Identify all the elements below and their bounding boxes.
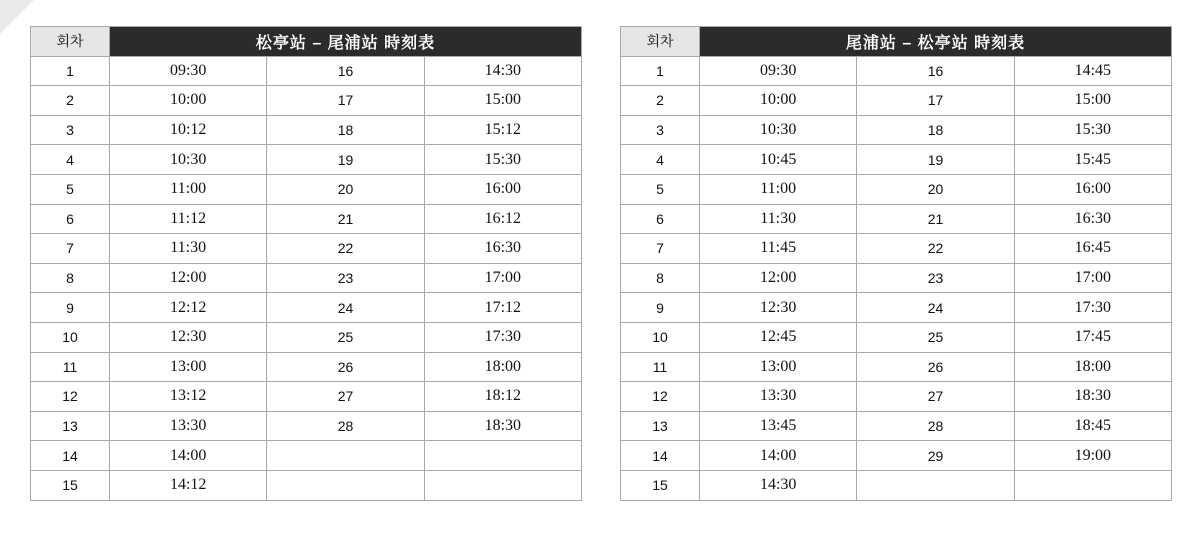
- departure-time: 16:30: [1014, 204, 1171, 234]
- departure-time: 12:12: [110, 293, 267, 323]
- round-number: 17: [267, 86, 424, 116]
- departure-time: 13:30: [110, 411, 267, 441]
- timetable-songjeong-to-mipo: [30, 26, 582, 501]
- empty-cell: [857, 470, 1014, 500]
- departure-time: 09:30: [700, 56, 857, 86]
- departure-time: 18:00: [424, 352, 581, 382]
- table-row: [31, 352, 582, 382]
- departure-time: 17:45: [1014, 322, 1171, 352]
- round-number: 5: [31, 174, 110, 204]
- departure-time: 16:12: [424, 204, 581, 234]
- round-number: 26: [267, 352, 424, 382]
- table-row: [31, 174, 582, 204]
- departure-time: 14:00: [700, 441, 857, 471]
- table-row: [31, 322, 582, 352]
- round-number: 1: [621, 56, 700, 86]
- departure-time: 17:12: [424, 293, 581, 323]
- table-header-row: [621, 27, 1172, 57]
- round-number: 6: [31, 204, 110, 234]
- round-number: 8: [621, 263, 700, 293]
- table-row: [621, 382, 1172, 412]
- departure-time: 10:12: [110, 115, 267, 145]
- table-row: [31, 145, 582, 175]
- departure-time: 14:30: [700, 470, 857, 500]
- table-row: [621, 56, 1172, 86]
- round-number: 25: [267, 322, 424, 352]
- round-number: 19: [857, 145, 1014, 175]
- round-number: 7: [31, 234, 110, 264]
- empty-cell: [424, 441, 581, 471]
- departure-time: 11:30: [700, 204, 857, 234]
- table-header-row: [31, 27, 582, 57]
- table-row: [31, 293, 582, 323]
- table-title: 尾浦站 – 松亭站 時刻表: [700, 27, 1172, 57]
- departure-time: 15:00: [1014, 86, 1171, 116]
- departure-time: 11:45: [700, 234, 857, 264]
- round-number: 18: [857, 115, 1014, 145]
- departure-time: 12:30: [110, 322, 267, 352]
- round-number: 3: [31, 115, 110, 145]
- departure-time: 14:00: [110, 441, 267, 471]
- table-row: [621, 174, 1172, 204]
- round-number: 4: [621, 145, 700, 175]
- round-number: 17: [857, 86, 1014, 116]
- departure-time: 09:30: [110, 56, 267, 86]
- round-number: 26: [857, 352, 1014, 382]
- round-number: 12: [621, 382, 700, 412]
- round-number: 13: [31, 411, 110, 441]
- departure-time: 13:00: [110, 352, 267, 382]
- round-number: 14: [31, 441, 110, 471]
- table-row: [31, 115, 582, 145]
- round-number: 23: [857, 263, 1014, 293]
- round-number: 18: [267, 115, 424, 145]
- round-number: 22: [267, 234, 424, 264]
- round-number: 2: [621, 86, 700, 116]
- departure-time: 12:00: [110, 263, 267, 293]
- departure-time: 18:45: [1014, 411, 1171, 441]
- table-row: [621, 263, 1172, 293]
- departure-time: 16:00: [424, 174, 581, 204]
- departure-time: 14:12: [110, 470, 267, 500]
- departure-time: 15:30: [1014, 115, 1171, 145]
- departure-time: 17:30: [1014, 293, 1171, 323]
- departure-time: 17:30: [424, 322, 581, 352]
- round-number: 10: [621, 322, 700, 352]
- empty-cell: [267, 441, 424, 471]
- table-row: [31, 382, 582, 412]
- empty-cell: [424, 470, 581, 500]
- table-row: [31, 86, 582, 116]
- round-number: 15: [31, 470, 110, 500]
- round-number: 27: [267, 382, 424, 412]
- departure-time: 16:30: [424, 234, 581, 264]
- round-number: 23: [267, 263, 424, 293]
- departure-time: 10:45: [700, 145, 857, 175]
- round-number: 29: [857, 441, 1014, 471]
- table-row: [621, 352, 1172, 382]
- header-cell-round-label: 회차: [31, 27, 110, 57]
- table-row: [621, 86, 1172, 116]
- table-row: [621, 322, 1172, 352]
- round-number: 12: [31, 382, 110, 412]
- round-number: 8: [31, 263, 110, 293]
- round-number: 10: [31, 322, 110, 352]
- departure-time: 11:30: [110, 234, 267, 264]
- round-number: 28: [267, 411, 424, 441]
- departure-time: 13:45: [700, 411, 857, 441]
- round-number: 22: [857, 234, 1014, 264]
- round-number: 16: [857, 56, 1014, 86]
- departure-time: 10:30: [110, 145, 267, 175]
- empty-cell: [1014, 470, 1171, 500]
- departure-time: 18:12: [424, 382, 581, 412]
- table-row: [31, 470, 582, 500]
- departure-time: 17:00: [1014, 263, 1171, 293]
- table-row: [621, 145, 1172, 175]
- departure-time: 14:45: [1014, 56, 1171, 86]
- table-row: [31, 441, 582, 471]
- departure-time: 15:30: [424, 145, 581, 175]
- departure-time: 14:30: [424, 56, 581, 86]
- table-row: [31, 234, 582, 264]
- round-number: 9: [621, 293, 700, 323]
- departure-time: 11:00: [110, 174, 267, 204]
- departure-time: 18:00: [1014, 352, 1171, 382]
- departure-time: 13:30: [700, 382, 857, 412]
- round-number: 20: [857, 174, 1014, 204]
- round-number: 4: [31, 145, 110, 175]
- table-row: [621, 293, 1172, 323]
- round-number: 21: [857, 204, 1014, 234]
- round-number: 24: [267, 293, 424, 323]
- departure-time: 16:00: [1014, 174, 1171, 204]
- departure-time: 10:00: [110, 86, 267, 116]
- departure-time: 15:00: [424, 86, 581, 116]
- round-number: 21: [267, 204, 424, 234]
- round-number: 11: [621, 352, 700, 382]
- round-number: 15: [621, 470, 700, 500]
- table-row: [31, 411, 582, 441]
- departure-time: 12:45: [700, 322, 857, 352]
- timetable-block-songjeong-to-mipo: [30, 26, 582, 547]
- round-number: 5: [621, 174, 700, 204]
- departure-time: 19:00: [1014, 441, 1171, 471]
- table-row: [31, 263, 582, 293]
- table-row: [621, 441, 1172, 471]
- round-number: 14: [621, 441, 700, 471]
- table-row: [621, 234, 1172, 264]
- header-cell-round-label: 회차: [621, 27, 700, 57]
- departure-time: 18:30: [424, 411, 581, 441]
- round-number: 3: [621, 115, 700, 145]
- round-number: 16: [267, 56, 424, 86]
- round-number: 6: [621, 204, 700, 234]
- timetable-block-mipo-to-songjeong: [620, 26, 1172, 547]
- empty-cell: [267, 470, 424, 500]
- departure-time: 17:00: [424, 263, 581, 293]
- departure-time: 16:45: [1014, 234, 1171, 264]
- round-number: 19: [267, 145, 424, 175]
- table-row: [621, 470, 1172, 500]
- round-number: 28: [857, 411, 1014, 441]
- departure-time: 10:00: [700, 86, 857, 116]
- round-number: 11: [31, 352, 110, 382]
- departure-time: 15:12: [424, 115, 581, 145]
- timetable-mipo-to-songjeong: [620, 26, 1172, 501]
- round-number: 20: [267, 174, 424, 204]
- departure-time: 18:30: [1014, 382, 1171, 412]
- table-row: [621, 411, 1172, 441]
- departure-time: 11:00: [700, 174, 857, 204]
- departure-time: 13:00: [700, 352, 857, 382]
- round-number: 7: [621, 234, 700, 264]
- table-row: [621, 115, 1172, 145]
- round-number: 2: [31, 86, 110, 116]
- round-number: 1: [31, 56, 110, 86]
- round-number: 27: [857, 382, 1014, 412]
- table-row: [31, 56, 582, 86]
- departure-time: 15:45: [1014, 145, 1171, 175]
- round-number: 24: [857, 293, 1014, 323]
- departure-time: 10:30: [700, 115, 857, 145]
- table-row: [31, 204, 582, 234]
- departure-time: 12:30: [700, 293, 857, 323]
- departure-time: 11:12: [110, 204, 267, 234]
- round-number: 25: [857, 322, 1014, 352]
- table-title: 松亭站 – 尾浦站 時刻表: [110, 27, 582, 57]
- table-row: [621, 204, 1172, 234]
- departure-time: 13:12: [110, 382, 267, 412]
- departure-time: 12:00: [700, 263, 857, 293]
- round-number: 9: [31, 293, 110, 323]
- round-number: 13: [621, 411, 700, 441]
